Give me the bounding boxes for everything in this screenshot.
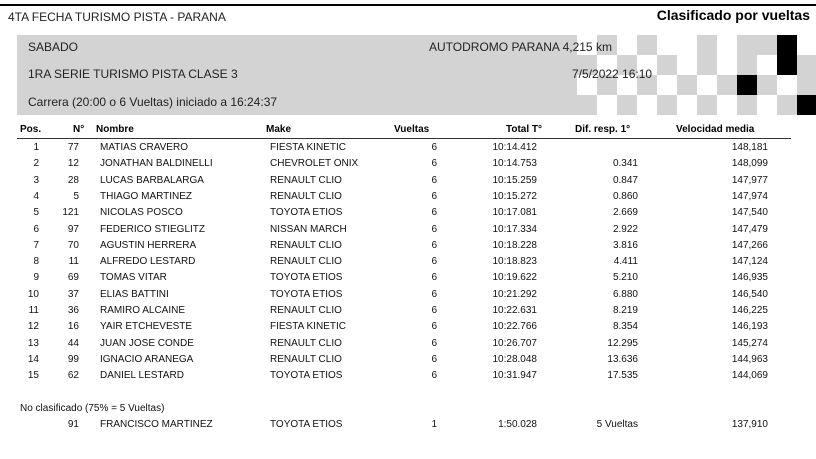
cell-pos: 1 [33,142,39,153]
cell-total: 10:17.334 [492,223,537,235]
flag-square [737,55,757,75]
cell-make: TOYOTA ETIOS [270,288,343,300]
cell-make: RENAULT CLIO [270,305,342,316]
flag-square [697,55,717,75]
col-make-header: Make [266,124,292,135]
flag-square [717,55,737,75]
session-date: 7/5/2022 16:10 [572,67,653,81]
cell-gap: 0.341 [612,158,638,170]
cell-laps: 6 [431,337,437,349]
table-row [0,141,816,157]
cell-name: MATIAS CRAVERO [100,142,188,153]
session-info-band [17,35,816,115]
cell-name: LUCAS BARBALARGA [100,174,204,186]
cell-gap: 8.354 [612,321,638,333]
cell-speed: 147,479 [731,223,768,235]
cell-total: 10:22.631 [492,305,537,316]
cell-speed: 147,124 [731,256,768,268]
col-pos-header: Pos. [20,124,42,135]
cell-laps: 6 [431,256,437,268]
cell-speed: 147,977 [731,174,768,186]
flag-square [657,75,677,95]
flag-square [717,35,737,55]
col-name-header: Nombre [96,124,134,135]
cell-num: 121 [62,207,79,219]
cell-name: RAMIRO ALCAINE [100,305,186,316]
flag-square [797,75,816,95]
col-laps-header: Vueltas [394,124,430,135]
cell-gap: 0.860 [612,190,638,202]
cell-laps: 6 [431,142,437,153]
cell-gap: 8.219 [612,305,638,316]
table-row [0,255,816,271]
cell-pos: 10 [27,288,39,300]
cell-name: FEDERICO STIEGLITZ [100,223,206,235]
cell-gap: 13.636 [607,353,638,365]
cell-make: RENAULT CLIO [270,239,342,251]
cell-num: 5 [73,190,79,202]
cell-total: 10:14.412 [492,142,537,153]
cell-laps: 6 [431,239,437,251]
cell-pos: 9 [33,272,39,284]
flag-square [757,95,777,115]
cell-gap: 5.210 [612,272,638,284]
cell-laps: 6 [431,288,437,300]
cell-pos: 11 [28,305,39,316]
flag-square [737,95,757,115]
cell-speed: 146,935 [731,272,768,284]
cell-speed: 145,274 [731,337,768,349]
flag-square [637,95,657,115]
cell-num: 11 [68,256,79,268]
cell-num: 36 [67,305,79,316]
flag-square [617,35,637,55]
cell-gap: 12.295 [607,337,638,349]
cell-make: RENAULT CLIO [270,337,342,349]
cell-name: THIAGO MARTINEZ [100,190,193,202]
cell-num: 12 [67,158,79,170]
flag-square [677,95,697,115]
table-row [0,288,816,304]
cell-laps: 6 [431,174,437,186]
not-classified-label: No clasificado (75% = 5 Vueltas) [20,403,165,414]
flag-square [637,35,657,55]
flag-square [657,35,677,55]
cell-num: 62 [67,370,79,382]
cell-pos: 6 [33,223,39,235]
cell-num: 69 [67,272,79,284]
flag-square [777,95,797,115]
table-row [0,369,816,385]
cell-name: ELIAS BATTINI [100,288,169,300]
cell-total: 1:50.028 [498,419,537,430]
cell-speed: 147,266 [731,239,768,251]
table-row [0,353,816,369]
cell-pos: 15 [27,370,39,382]
cell-total: 10:18.823 [492,256,537,268]
cell-laps: 6 [431,190,437,202]
cell-gap: 0.847 [612,174,638,186]
cell-name: YAIR ETCHEVESTE [100,321,193,333]
cell-total: 10:14.753 [492,158,537,170]
cell-speed: 146,225 [731,305,768,316]
table-row [0,223,816,239]
table-row [0,418,816,434]
flag-square [577,95,597,115]
cell-total: 10:21.292 [492,288,537,300]
cell-pos: 3 [33,174,39,186]
cell-speed: 147,540 [731,207,768,219]
cell-num: 77 [67,142,79,153]
cell-make: TOYOTA ETIOS [270,370,343,382]
cell-num: 44 [67,337,79,349]
cell-laps: 6 [431,207,437,219]
cell-make: TOYOTA ETIOS [270,419,343,430]
flag-square [777,35,797,55]
cell-total: 10:19.622 [492,272,537,284]
cell-pos: 5 [33,207,39,219]
flag-square [677,75,697,95]
header-divider [17,138,791,139]
cell-total: 10:15.272 [492,190,537,202]
cell-pos: 8 [33,256,39,268]
table-row [0,206,816,222]
cell-num: 16 [67,321,79,333]
cell-make: FIESTA KINETIC [270,142,346,153]
flag-square [797,95,816,115]
cell-pos: 14 [27,353,39,365]
flag-square [757,35,777,55]
cell-laps: 6 [431,305,437,316]
cell-speed: 147,974 [731,190,768,202]
cell-make: RENAULT CLIO [270,190,342,202]
flag-square [777,55,797,75]
cell-num: 99 [67,353,79,365]
cell-laps: 6 [431,321,437,333]
flag-square [737,75,757,95]
flag-square [757,75,777,95]
flag-square [677,35,697,55]
document-title: Clasificado por vueltas [656,7,810,23]
col-speed-header: Velocidad media [676,124,755,135]
category-name: 1RA SERIE TURISMO PISTA CLASE 3 [28,67,238,81]
cell-num: 37 [67,288,79,300]
cell-make: RENAULT CLIO [270,256,342,268]
table-row [0,320,816,336]
table-row [0,239,816,255]
cell-name: ALFREDO LESTARD [100,256,196,268]
cell-laps: 6 [431,370,437,382]
cell-name: DANIEL LESTARD [100,370,184,382]
cell-laps: 6 [431,158,437,170]
flag-square [777,75,797,95]
cell-speed: 146,193 [731,321,768,333]
flag-square [717,75,737,95]
flag-square [697,35,717,55]
cell-make: CHEVROLET ONIX [270,158,359,170]
cell-laps: 6 [431,272,437,284]
cell-make: NISSAN MARCH [270,223,347,235]
cell-gap: 17.535 [607,370,638,382]
col-gap-header: Dif. resp. 1° [575,124,631,135]
col-total-header: Total T° [506,124,543,135]
cell-name: IGNACIO ARANEGA [100,353,194,365]
cell-total: 10:31.947 [492,370,537,382]
cell-num: 97 [67,223,79,235]
cell-num: 28 [67,174,79,186]
flag-square [657,55,677,75]
flag-square [697,95,717,115]
cell-make: TOYOTA ETIOS [270,207,343,219]
cell-total: 10:17.081 [492,207,537,219]
table-row [0,304,816,320]
col-num-header: N° [73,124,85,135]
cell-total: 10:22.766 [492,321,537,333]
cell-speed: 137,910 [731,419,768,430]
cell-name: NICOLAS POSCO [100,207,183,219]
cell-speed: 148,099 [731,158,768,170]
cell-pos: 7 [33,239,39,251]
cell-gap: 5 Vueltas [596,419,638,430]
cell-total: 10:28.048 [492,353,537,365]
flag-square [737,35,757,55]
cell-gap: 2.922 [612,223,638,235]
cell-pos: 2 [33,158,39,170]
cell-speed: 146,540 [731,288,768,300]
flag-square [657,95,677,115]
cell-laps: 6 [431,353,437,365]
cell-laps: 6 [431,223,437,235]
cell-speed: 148,181 [731,142,768,153]
cell-num: 91 [67,419,79,430]
event-title: 4TA FECHA TURISMO PISTA - PARANA [8,10,226,24]
circuit-name: AUTODROMO PARANA 4,215 km [429,40,612,54]
cell-gap: 6.880 [612,288,638,300]
flag-square [617,95,637,115]
cell-make: RENAULT CLIO [270,353,342,365]
cell-laps: 1 [431,419,437,430]
cell-make: RENAULT CLIO [270,174,342,186]
header-rule [0,4,816,6]
cell-name: JONATHAN BALDINELLI [100,158,213,170]
cell-pos: 13 [27,337,39,349]
flag-square [797,35,816,55]
table-row [0,337,816,353]
cell-gap: 4.411 [613,256,638,268]
flag-square [597,95,617,115]
cell-name: JUAN JOSE CONDE [100,337,194,349]
flag-square [697,75,717,95]
table-row [0,157,816,173]
table-row [0,271,816,287]
cell-name: AGUSTIN HERRERA [100,239,197,251]
flag-square [757,55,777,75]
cell-pos: 4 [33,190,39,202]
cell-name: FRANCISCO MARTINEZ [100,419,213,430]
race-info: Carrera (20:00 o 6 Vueltas) iniciado a 16:24:37 [28,95,278,109]
table-row [0,174,816,190]
cell-speed: 144,069 [731,370,768,382]
cell-total: 10:15.259 [492,174,537,186]
cell-total: 10:26.707 [492,337,537,349]
cell-num: 70 [67,239,79,251]
cell-name: TOMAS VITAR [100,272,167,284]
session-day: SABADO [28,40,79,54]
table-row [0,190,816,206]
cell-make: TOYOTA ETIOS [270,272,343,284]
flag-square [677,55,697,75]
cell-gap: 2.669 [612,207,638,219]
cell-pos: 12 [27,321,39,333]
cell-speed: 144,963 [731,353,768,365]
cell-make: FIESTA KINETIC [270,321,346,333]
flag-square [797,55,816,75]
cell-gap: 3.816 [612,239,638,251]
cell-total: 10:18.228 [492,239,537,251]
flag-square [717,95,737,115]
